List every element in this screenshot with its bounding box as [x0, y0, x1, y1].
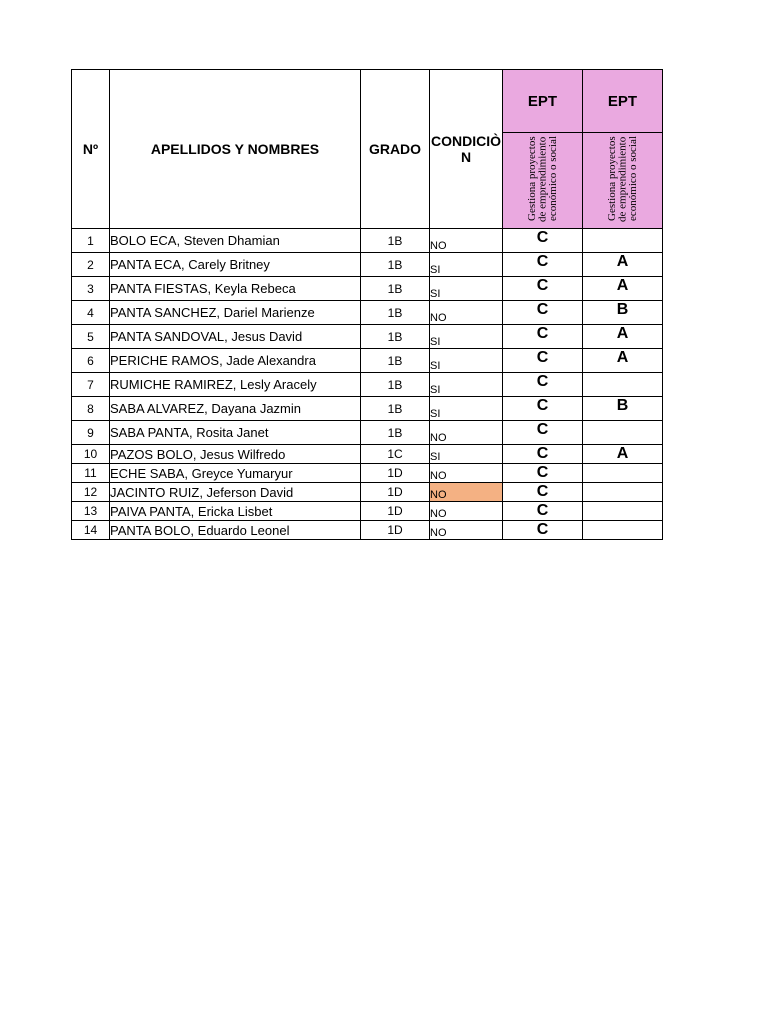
- table-row: [72, 349, 663, 373]
- grade-2-cell: B: [583, 301, 663, 325]
- table-row: [72, 521, 663, 540]
- header-ept-1: EPT: [503, 70, 583, 133]
- condicion-cell: SI: [430, 373, 503, 397]
- grade-2-cell: [583, 464, 663, 483]
- grado-cell: 1B: [361, 349, 430, 373]
- condicion-cell: SI: [430, 325, 503, 349]
- header-name: APELLIDOS Y NOMBRES: [110, 70, 361, 229]
- row-number: 3: [72, 277, 110, 301]
- grade-2-cell: [583, 483, 663, 502]
- grado-cell: 1B: [361, 301, 430, 325]
- grado-cell: 1B: [361, 373, 430, 397]
- grade-1-cell: C: [503, 445, 583, 464]
- header-condicion: CONDICIÒ N: [430, 70, 503, 229]
- student-name: RUMICHE RAMIREZ, Lesly Aracely: [110, 373, 361, 397]
- grado-cell: 1B: [361, 325, 430, 349]
- table-row: [72, 421, 663, 445]
- condicion-cell: NO: [430, 502, 503, 521]
- header-competence-1: [503, 133, 583, 229]
- header-num: Nº: [72, 70, 110, 229]
- table-row: [72, 301, 663, 325]
- student-name: ECHE SABA, Greyce Yumaryur: [110, 464, 361, 483]
- row-number: 10: [72, 445, 110, 464]
- row-number: 8: [72, 397, 110, 421]
- row-number: 7: [72, 373, 110, 397]
- grade-1-cell: C: [503, 464, 583, 483]
- student-name: SABA ALVAREZ, Dayana Jazmin: [110, 397, 361, 421]
- table-row: [72, 325, 663, 349]
- table-row: [72, 502, 663, 521]
- row-number: 2: [72, 253, 110, 277]
- row-number: 11: [72, 464, 110, 483]
- table-row: [72, 229, 663, 253]
- row-number: 1: [72, 229, 110, 253]
- condicion-cell: SI: [430, 349, 503, 373]
- grade-2-cell: [583, 521, 663, 540]
- row-number: 14: [72, 521, 110, 540]
- condicion-cell: NO: [430, 464, 503, 483]
- grade-1-cell: C: [503, 253, 583, 277]
- grade-2-cell: B: [583, 397, 663, 421]
- table-row: [72, 445, 663, 464]
- grade-1-cell: C: [503, 421, 583, 445]
- grado-cell: 1B: [361, 253, 430, 277]
- row-number: 13: [72, 502, 110, 521]
- student-name: PAIVA PANTA, Ericka Lisbet: [110, 502, 361, 521]
- grade-2-cell: [583, 421, 663, 445]
- competence-1-label: Gestiona proyectos de emprendimiento económico o social: [525, 136, 559, 222]
- condicion-cell: NO: [430, 301, 503, 325]
- grado-cell: 1C: [361, 445, 430, 464]
- student-name: PANTA BOLO, Eduardo Leonel: [110, 521, 361, 540]
- grade-1-cell: C: [503, 229, 583, 253]
- row-number: 12: [72, 483, 110, 502]
- student-name: BOLO ECA, Steven Dhamian: [110, 229, 361, 253]
- grade-1-cell: C: [503, 325, 583, 349]
- grade-2-cell: A: [583, 325, 663, 349]
- student-name: PERICHE RAMOS, Jade Alexandra: [110, 349, 361, 373]
- table-row: [72, 397, 663, 421]
- grade-2-cell: A: [583, 253, 663, 277]
- header-grado: GRADO: [361, 70, 430, 229]
- grado-cell: 1D: [361, 502, 430, 521]
- table-row: [72, 373, 663, 397]
- condicion-cell: NO: [430, 483, 503, 502]
- student-name: PANTA FIESTAS, Keyla Rebeca: [110, 277, 361, 301]
- grade-1-cell: C: [503, 397, 583, 421]
- condicion-cell: NO: [430, 229, 503, 253]
- grade-2-cell: A: [583, 349, 663, 373]
- table-row: [72, 464, 663, 483]
- grade-2-cell: A: [583, 445, 663, 464]
- table-row: [72, 277, 663, 301]
- grade-1-cell: C: [503, 349, 583, 373]
- condicion-cell: SI: [430, 277, 503, 301]
- competence-2-label: Gestiona proyectos de emprendimiento económico o social: [605, 136, 639, 222]
- condicion-cell: SI: [430, 397, 503, 421]
- grade-2-cell: [583, 229, 663, 253]
- row-number: 4: [72, 301, 110, 325]
- student-name: PAZOS BOLO, Jesus Wilfredo: [110, 445, 361, 464]
- student-name: PANTA ECA, Carely Britney: [110, 253, 361, 277]
- row-number: 5: [72, 325, 110, 349]
- student-name: SABA PANTA, Rosita Janet: [110, 421, 361, 445]
- condicion-cell: SI: [430, 445, 503, 464]
- table-row: [72, 483, 663, 502]
- grado-cell: 1B: [361, 397, 430, 421]
- grade-2-cell: [583, 502, 663, 521]
- grade-1-cell: C: [503, 502, 583, 521]
- row-number: 6: [72, 349, 110, 373]
- grado-cell: 1D: [361, 521, 430, 540]
- table-body: [72, 229, 663, 540]
- header-competence-2: [583, 133, 663, 229]
- grade-1-cell: C: [503, 521, 583, 540]
- student-name: PANTA SANCHEZ, Dariel Marienze: [110, 301, 361, 325]
- grade-1-cell: C: [503, 301, 583, 325]
- grade-1-cell: C: [503, 483, 583, 502]
- grado-cell: 1B: [361, 421, 430, 445]
- student-name: JACINTO RUIZ, Jeferson David: [110, 483, 361, 502]
- grado-cell: 1D: [361, 483, 430, 502]
- table-row: [72, 253, 663, 277]
- student-grades-table: [71, 69, 663, 540]
- condicion-cell: NO: [430, 421, 503, 445]
- condicion-cell: NO: [430, 521, 503, 540]
- grade-1-cell: C: [503, 373, 583, 397]
- grade-1-cell: C: [503, 277, 583, 301]
- grado-cell: 1D: [361, 464, 430, 483]
- student-name: PANTA SANDOVAL, Jesus David: [110, 325, 361, 349]
- grade-2-cell: [583, 373, 663, 397]
- header-ept-2: EPT: [583, 70, 663, 133]
- grado-cell: 1B: [361, 277, 430, 301]
- row-number: 9: [72, 421, 110, 445]
- grade-2-cell: A: [583, 277, 663, 301]
- grado-cell: 1B: [361, 229, 430, 253]
- condicion-cell: SI: [430, 253, 503, 277]
